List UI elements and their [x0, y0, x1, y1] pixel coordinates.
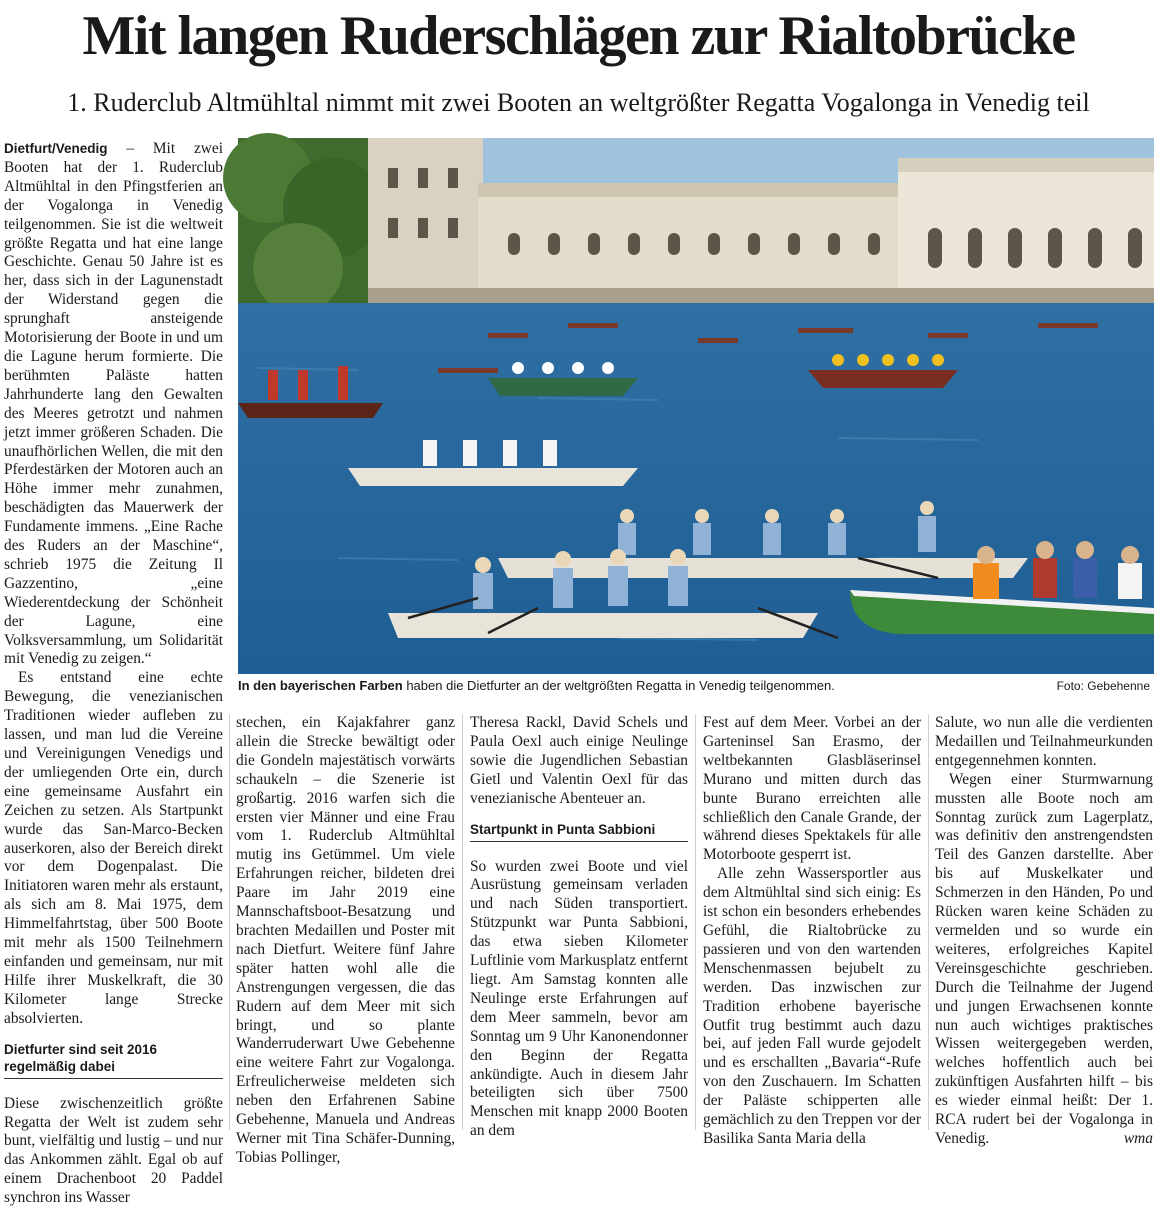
- col5-p2-text: Wegen einer Sturmwarnung mussten alle Boote noch am Sonntag zurück zum Lagerplatz, was definitiv den anstrengendsten Teil des Ganzen darstellte. Aber bis auf Muskelkater und Schmerzen in den Händen, Po und Rücken waren keine Schäden zu vermelden und so wurde ein weiteres, erfolgreiches Kapitel Vereinsgeschichte geschrieben. Durch die Teilnahme der Jugend und jungen Erwachsenen konnte nun auch wichtiges praktisches Wissen weitergegeben werden, welches hoffentlich auch bei zukünftigen Ausfahrten hilft – bis es wieder einmal heißt: Der 1. RCA rudert bei der Vogalonga in Venedig.: [935, 770, 1153, 1147]
- col4-paragraph-2: Alle zehn Wassersportler aus dem Altmühltal sind sich einig: Es ist schon ein besonders erhebendes Gefühl, die Rialtobrücke zu passieren und von den wartenden Menschenmassen bejubelt zu werden. Das inzwischen zur Tradition erhobene bayerische Outfit trug bestimmt auch dazu bei, auf jeden Fall wurde gejodelt und es erschallten „Bavaria“-Rufe von den Zuschauern. Im Schatten der Paläste schipperten alle gemächlich zu den Treppen vor der Basilika Santa Maria della: [703, 865, 921, 1147]
- photo-credit: Foto: Gebehenne: [1056, 679, 1150, 693]
- subheading-1: Dietfurter sind seit 2016 regelmäßig dabei: [4, 1041, 223, 1079]
- column-rule: [229, 714, 230, 1130]
- column-rule: [928, 714, 929, 1130]
- column-rule: [462, 714, 463, 1130]
- col1-p1-text: – Mit zwei Booten hat der 1. Ruderclub Altmühltal in den Pfingstferien an der Vogalonga in Venedig teilgenommen. Sie ist die weltweit größte Regatta und hat eine lange Geschichte. Genau 50 Jahre ist es her, dass sich in der Lagunenstadt der Widerstand gegen die sprunghaft ansteigende Motorisierung der Boote in und um die Lagune herum formierte. Die berühmten Paläste hatten Jahrhunderte lang den Gewalten des Meeres getrotzt und nahmen jetzt immer größeren Schaden. Die unaufhörlichen Wellen, die mit den Pferdestärken der Motoren auch an Höhe immer mehr zunahmen, beschädigten das Mauerwerk der Fundamente immens. „Eine Rache des Ruders an der Maschine“, schrieb 1975 die Zeitung Il Gazzentino, „eine Wiederentdeckung der Schönheit der Lagune, eine Volksversammlung, um Solidarität mit Venedig zu zeigen.“: [4, 140, 223, 668]
- article-subheadline: 1. Ruderclub Altmühltal nimmt mit zwei Booten an weltgrößter Regatta Vogalonga in Venedig teil: [67, 88, 1090, 117]
- col2-paragraph-1: stechen, ein Kajakfahrer ganz allein die Strecke bewältigt oder die Gondeln majestätisch vorwärts schaukeln – die Szenerie ist großartig. 2016 warfen sich die ersten vier Männer und eine Frau vom 1. Ruderclub Altmühltal mutig ins Getümmel. Um viele Erfahrungen reicher, bildeten drei Paare im Jahr 2019 eine Mannschaftsboot-Besatzung und brachten Medaillen und Poster mit nach Dietfurt. Weitere fünf Jahre später hatten wohl alle die Anstrengungen vergessen, die das Rudern auf dem Meer mit sich bringt, und so plante Wanderruderwart Uwe Gebehenne eine weitere Fahrt zur Vogalonga. Erfreulicherweise meldeten sich neben den Erfahrenen Sabine Gebehenne, Manuela und Andreas Werner mit Tina Schäfer-Dunning, Tobias Pollinger,: [236, 714, 455, 1166]
- column-rule: [695, 714, 696, 1130]
- col5-paragraph-1: Salute, wo nun alle die verdienten Medaillen und Teilnahmeurkunden entgegennehmen konnten.: [935, 714, 1153, 769]
- col3-paragraph-1: Theresa Rackl, David Schels und Paula Oexl auch einige Neulinge sowie die Jugendlichen Sebastian Gietl und Valentin Oexl für das venezianische Abenteuer an.: [470, 714, 688, 807]
- article-column-2: [236, 714, 455, 1166]
- dateline: Dietfurt/Venedig: [4, 141, 108, 156]
- article-column-1: [4, 140, 223, 1207]
- col1-paragraph-2: Es entstand eine echte Bewegung, die venezianischen Traditionen wieder aufleben zu lassen, und man lud die Vereine und Vereinigungen Venedigs und der umliegenden Orte ein, durch eine gemeinsame Ausfahrt ein Zeichen zu setzen. Als Startpunkt wurde das San-Marco-Becken auserkoren, also der Bereich direkt vor dem Dogenpalast. Die Initiatoren waren mehr als erstaunt, als sich am 8. Mai 1975, dem Himmelfahrtstag, über 500 Boote mit mehr als 1500 Teilnehmern einfanden und gemeinsam, nur mit Hilfe ihrer Muskelkraft, die 30 Kilometer lange Strecke absolvierten.: [4, 669, 223, 1027]
- col3-paragraph-2: So wurden zwei Boote und viel Ausrüstung gemeinsam verladen und nach Süden transportiert. Stützpunkt war Punta Sabbioni, das etwa sieben Kilometer Luftlinie vom Markusplatz entfernt liegt. Am Samstag konnten alle Neulinge erste Erfahrungen auf dem Meer sammeln, bevor am Sonntag um 9 Uhr Kanonendonner den Beginn der Regatta ankündigte. Auch in diesem Jahr beteiligten sich über 7500 Menschen mit knapp 2000 Booten an dem: [470, 857, 688, 1140]
- article-photo: [238, 138, 1154, 674]
- subheading-2: Startpunkt in Punta Sabbioni: [470, 821, 688, 842]
- regatta-photo-illustration: [238, 138, 1154, 674]
- col1-paragraph-3: Diese zwischenzeitlich größte Regatta der Welt ist zudem sehr bunt, vielfältig und lustig – und nur das Ankommen zählt. Egal ob auf einem Drachenboot 20 Paddel synchron ins Wasser: [4, 1094, 223, 1207]
- caption-text: haben die Dietfurter an der weltgrößten Regatta in Venedig teilgenommen.: [402, 678, 835, 693]
- col5-paragraph-2: [935, 771, 1153, 1149]
- photo-caption: [238, 676, 1154, 696]
- article-column-3: [470, 714, 688, 1140]
- col4-paragraph-1: Fest auf dem Meer. Vorbei an der Garteninsel San Erasmo, der weltbekannten Glasbläserinsel Murano und mitten durch das bunte Burano erreichten alle schließlich den Canale Grande, der während dieses Spektakels für alle Motorboote gesperrt ist.: [703, 714, 921, 864]
- col1-paragraph-1: [4, 140, 223, 669]
- article-headline: Mit langen Ruderschlägen zur Rialtobrücke: [82, 5, 1075, 67]
- article-column-4: [703, 714, 921, 1147]
- caption-bold: In den bayerischen Farben: [238, 678, 403, 693]
- author-signature: wma: [1123, 1129, 1153, 1147]
- article-column-5: [935, 714, 1153, 1147]
